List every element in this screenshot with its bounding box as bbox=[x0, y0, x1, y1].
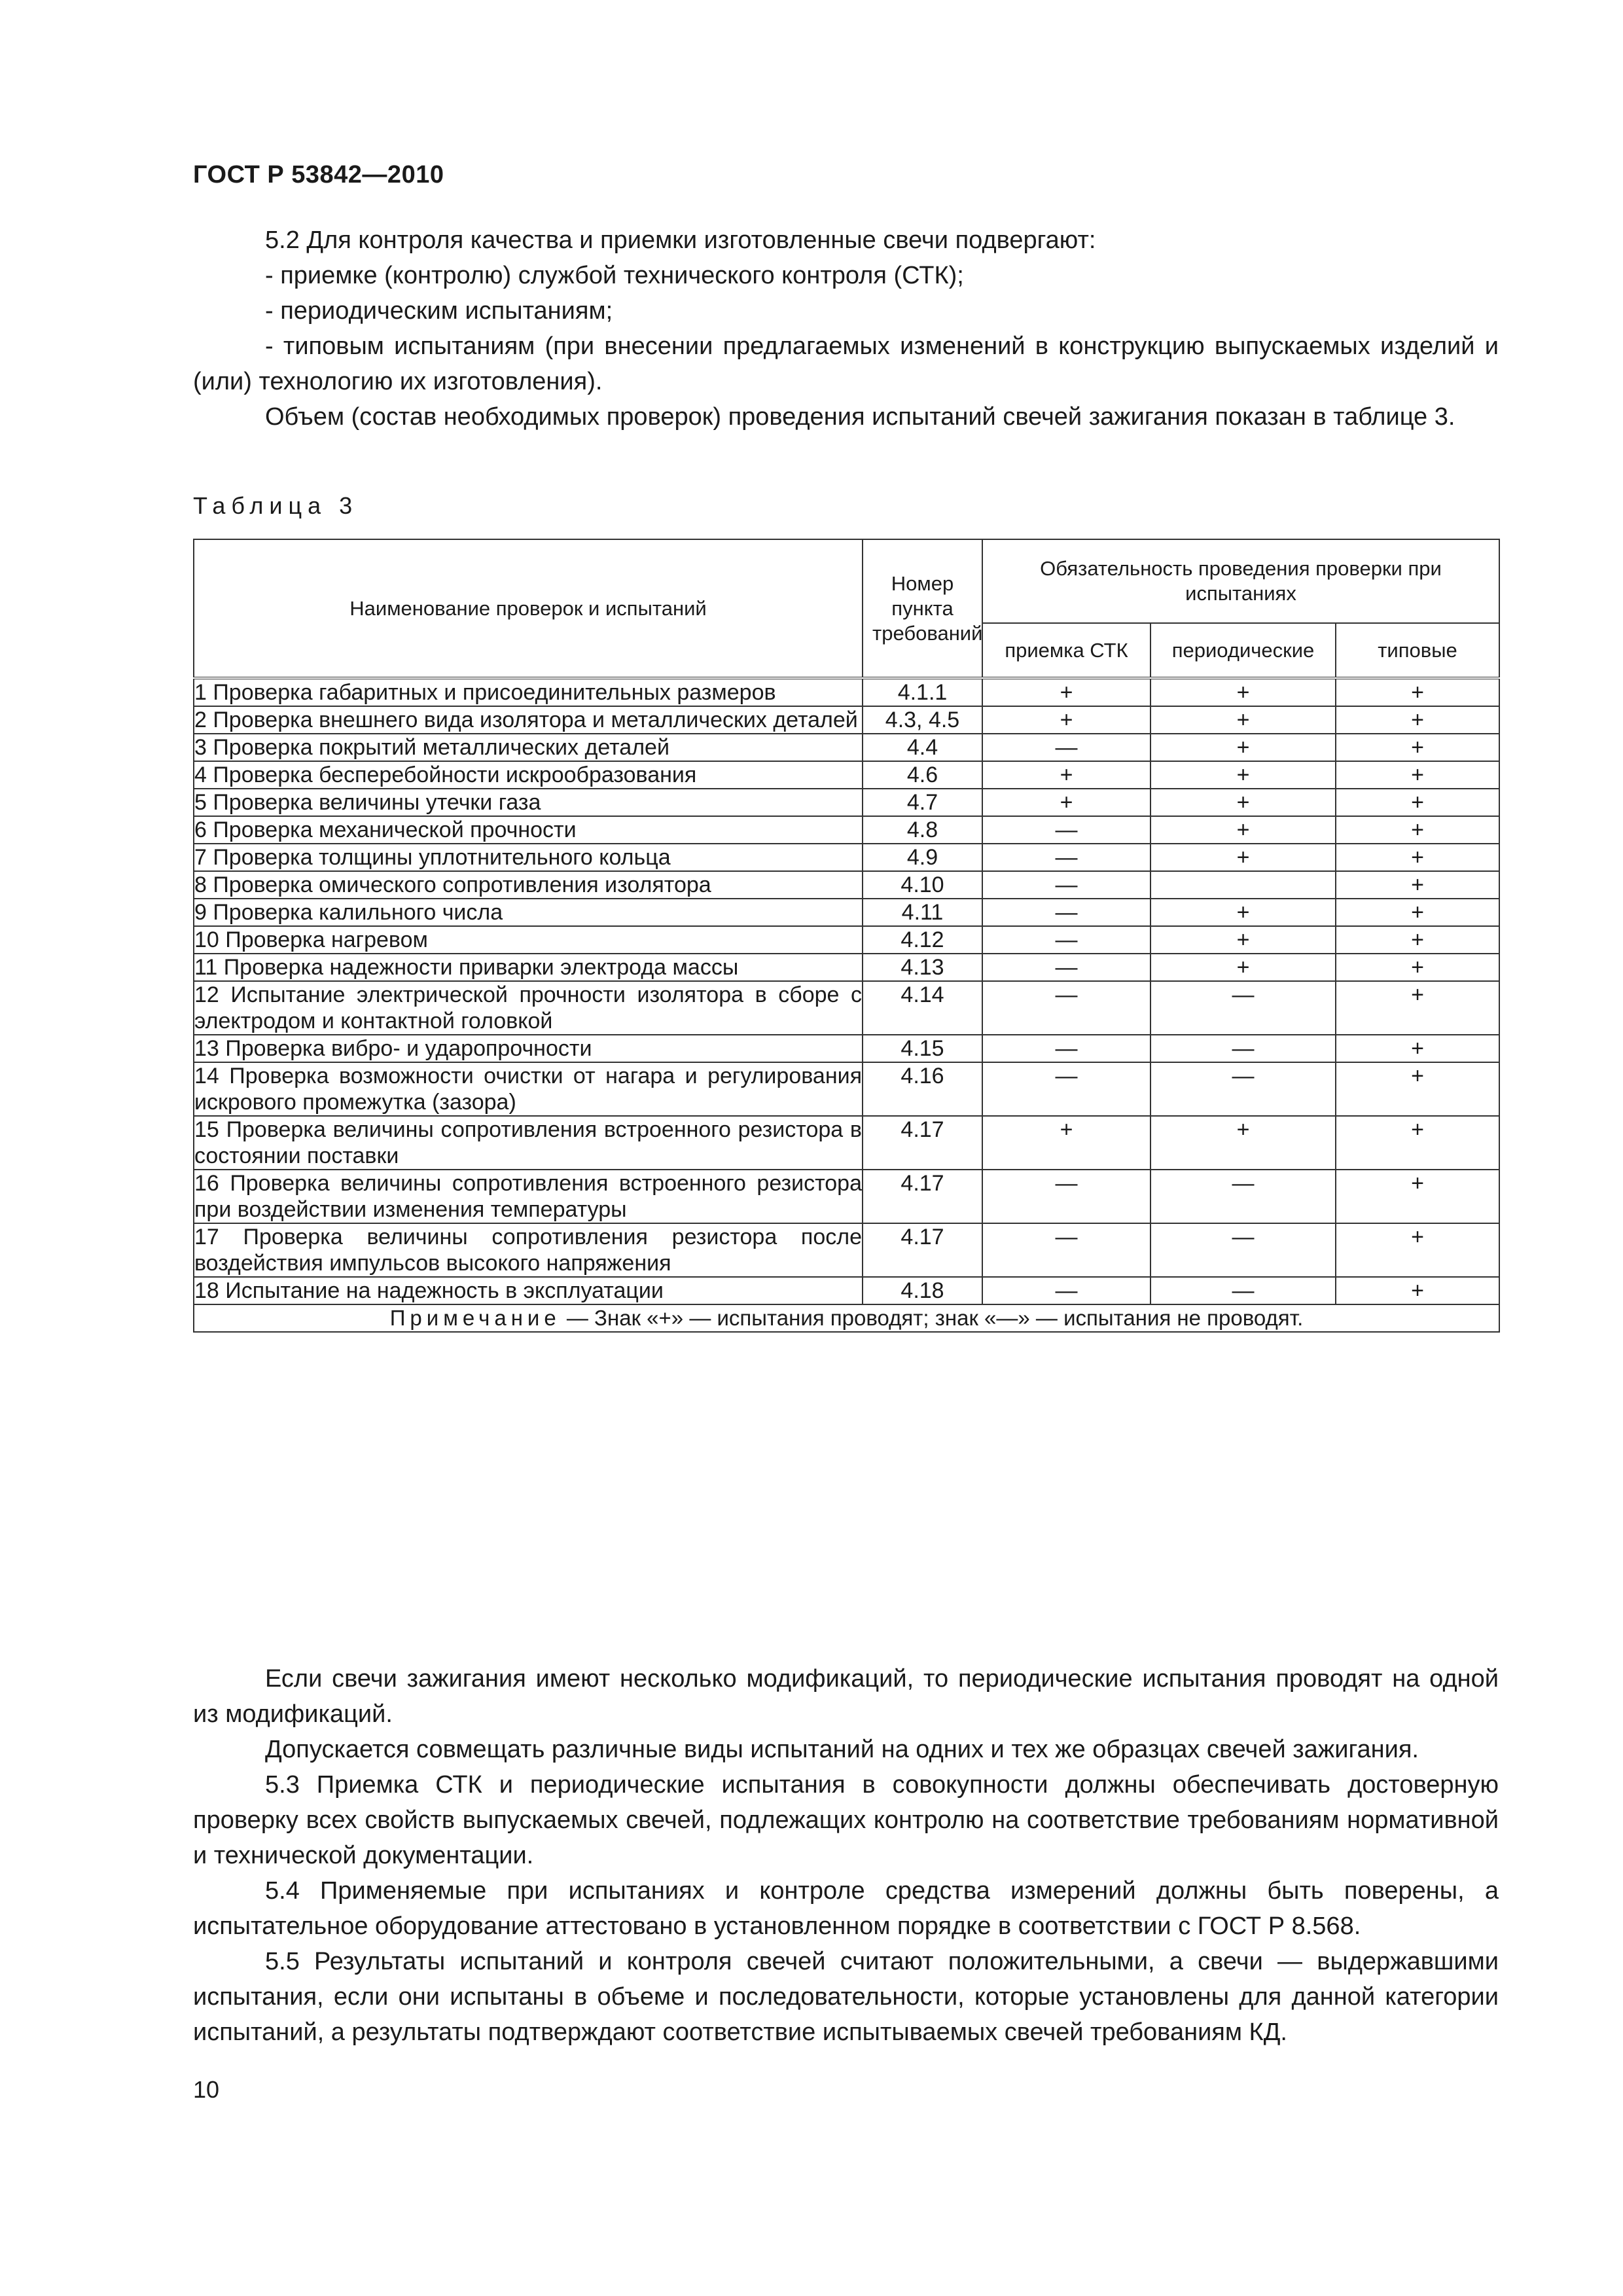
row-name: 9 Проверка калильного числа bbox=[194, 899, 863, 926]
row-name: 16 Проверка величины сопротивления встроенного резистора при воздействии изменения температуры bbox=[194, 1171, 862, 1222]
header-obligation: Обязательность проведения проверки при испытаниях bbox=[982, 539, 1499, 623]
row-periodic: + bbox=[1150, 816, 1336, 844]
row-stk: — bbox=[982, 1062, 1150, 1116]
table-row bbox=[194, 734, 1499, 761]
row-name: 11 Проверка надежности приварки электрода массы bbox=[194, 954, 863, 981]
table-row bbox=[194, 1035, 1499, 1062]
row-number: 4.6 bbox=[863, 761, 982, 789]
row-number: 4.1.1 bbox=[863, 678, 982, 706]
row-name: 12 Испытание электрической прочности изолятора в сборе с электродом и контактной головкой bbox=[194, 982, 862, 1033]
list-item-typical: - типовым испытаниям (при внесении предлагаемых изменений в конструкцию выпускаемых изделий и (или) технологию их изготовления). bbox=[193, 332, 1499, 395]
row-name: 14 Проверка возможности очистки от нагара и регулирования искрового промежутка (зазора) bbox=[194, 1064, 862, 1115]
row-periodic: — bbox=[1150, 1223, 1336, 1277]
header-name: Наименование проверок и испытаний bbox=[194, 539, 863, 678]
table-body bbox=[194, 678, 1499, 1304]
intro-section bbox=[193, 223, 1499, 435]
row-name: 10 Проверка нагревом bbox=[194, 926, 863, 954]
row-number: 4.18 bbox=[863, 1277, 982, 1304]
paragraph-modifications: Если свечи зажигания имеют несколько модификаций, то периодические испытания проводят на одной из модификаций. bbox=[193, 1665, 1499, 1728]
row-stk: — bbox=[982, 871, 1150, 899]
row-name: 3 Проверка покрытий металлических деталей bbox=[194, 734, 863, 761]
table-row bbox=[194, 761, 1499, 789]
row-number: 4.17 bbox=[863, 1170, 982, 1223]
list-item-periodic: - периодическим испытаниям; bbox=[265, 297, 613, 325]
row-typical: + bbox=[1336, 706, 1499, 734]
table-row bbox=[194, 706, 1499, 734]
table-row bbox=[194, 844, 1499, 871]
header-number: Номер пункта требований bbox=[863, 539, 982, 678]
row-periodic: + bbox=[1150, 678, 1336, 706]
paragraph-scope: Объем (состав необходимых проверок) проведения испытаний свечей зажигания показан в таблице 3. bbox=[265, 403, 1455, 431]
row-stk: — bbox=[982, 1277, 1150, 1304]
table-row bbox=[194, 678, 1499, 706]
table-note: Примечание — Знак «+» — испытания проводят; знак «—» — испытания не проводят. bbox=[194, 1304, 1499, 1332]
row-periodic: + bbox=[1150, 954, 1336, 981]
row-name: 17 Проверка величины сопротивления резистора после воздействия импульсов высокого напряжения bbox=[194, 1225, 862, 1276]
paragraph-combine: Допускается совмещать различные виды испытаний на одних и тех же образцах свечей зажигания. bbox=[265, 1736, 1419, 1763]
row-number: 4.16 bbox=[863, 1062, 982, 1116]
row-periodic: — bbox=[1150, 1062, 1336, 1116]
row-name: 13 Проверка вибро- и ударопрочности bbox=[194, 1035, 863, 1062]
row-periodic: + bbox=[1150, 926, 1336, 954]
row-name: 15 Проверка величины сопротивления встроенного резистора в состоянии поставки bbox=[194, 1117, 862, 1168]
row-typical: + bbox=[1336, 734, 1499, 761]
row-name: 1 Проверка габаритных и присоединительных размеров bbox=[194, 678, 863, 706]
row-periodic: + bbox=[1150, 789, 1336, 816]
row-typical: + bbox=[1336, 871, 1499, 899]
row-stk: — bbox=[982, 844, 1150, 871]
table-row bbox=[194, 816, 1499, 844]
row-stk: — bbox=[982, 1035, 1150, 1062]
row-typical: + bbox=[1336, 844, 1499, 871]
row-periodic: + bbox=[1150, 734, 1336, 761]
table-row bbox=[194, 926, 1499, 954]
row-typical: + bbox=[1336, 1116, 1499, 1170]
row-stk: — bbox=[982, 954, 1150, 981]
row-name: 5 Проверка величины утечки газа bbox=[194, 789, 863, 816]
row-periodic: — bbox=[1150, 1035, 1336, 1062]
row-periodic: — bbox=[1150, 981, 1336, 1035]
row-number: 4.12 bbox=[863, 926, 982, 954]
row-number: 4.15 bbox=[863, 1035, 982, 1062]
row-number: 4.8 bbox=[863, 816, 982, 844]
row-periodic: — bbox=[1150, 1170, 1336, 1223]
row-periodic bbox=[1150, 871, 1336, 899]
row-periodic: — bbox=[1150, 1277, 1336, 1304]
row-stk: — bbox=[982, 816, 1150, 844]
row-stk: + bbox=[982, 706, 1150, 734]
row-stk: — bbox=[982, 981, 1150, 1035]
after-table-section bbox=[193, 1661, 1499, 2050]
row-typical: + bbox=[1336, 789, 1499, 816]
row-periodic: + bbox=[1150, 844, 1336, 871]
row-typical: + bbox=[1336, 1277, 1499, 1304]
requirements-table bbox=[193, 539, 1500, 1333]
row-name: 18 Испытание на надежность в эксплуатации bbox=[194, 1277, 863, 1304]
row-number: 4.14 bbox=[863, 981, 982, 1035]
row-number: 4.13 bbox=[863, 954, 982, 981]
row-typical: + bbox=[1336, 816, 1499, 844]
row-typical: + bbox=[1336, 1170, 1499, 1223]
paragraph-5-2: 5.2 Для контроля качества и приемки изготовленные свечи подвергают: bbox=[265, 226, 1096, 254]
row-typical: + bbox=[1336, 954, 1499, 981]
row-number: 4.9 bbox=[863, 844, 982, 871]
page-number: 10 bbox=[193, 2076, 220, 2103]
table-row bbox=[194, 899, 1499, 926]
row-stk: + bbox=[982, 678, 1150, 706]
row-stk: + bbox=[982, 1116, 1150, 1170]
row-typical: + bbox=[1336, 761, 1499, 789]
row-periodic: + bbox=[1150, 706, 1336, 734]
row-typical: + bbox=[1336, 926, 1499, 954]
row-stk: + bbox=[982, 761, 1150, 789]
table-row bbox=[194, 954, 1499, 981]
table-row bbox=[194, 1277, 1499, 1304]
row-number: 4.4 bbox=[863, 734, 982, 761]
row-stk: — bbox=[982, 734, 1150, 761]
table-row bbox=[194, 981, 1499, 1035]
table-row bbox=[194, 1223, 1499, 1277]
row-stk: — bbox=[982, 899, 1150, 926]
document-code-header: ГОСТ Р 53842—2010 bbox=[193, 161, 444, 188]
row-periodic: + bbox=[1150, 1116, 1336, 1170]
row-typical: + bbox=[1336, 1223, 1499, 1277]
row-periodic: + bbox=[1150, 761, 1336, 789]
row-stk: — bbox=[982, 1223, 1150, 1277]
table-row bbox=[194, 789, 1499, 816]
header-stk: приемка СТК bbox=[982, 623, 1150, 678]
row-typical: + bbox=[1336, 981, 1499, 1035]
paragraph-5-3: 5.3 Приемка СТК и периодические испытания в совокупности должны обеспечивать достоверную проверку всех свойств выпускаемых свечей, подлежащих контролю на соответствие требованиям нормативной и технической документации. bbox=[193, 1771, 1499, 1869]
table-caption: Таблица 3 bbox=[193, 492, 359, 519]
row-number: 4.17 bbox=[863, 1116, 982, 1170]
row-stk: + bbox=[982, 789, 1150, 816]
row-stk: — bbox=[982, 1170, 1150, 1223]
table-row bbox=[194, 1116, 1499, 1170]
row-name: 2 Проверка внешнего вида изолятора и металлических деталей bbox=[194, 706, 863, 734]
row-number: 4.17 bbox=[863, 1223, 982, 1277]
row-typical: + bbox=[1336, 899, 1499, 926]
paragraph-5-5: 5.5 Результаты испытаний и контроля свечей считают положительными, а свечи — выдержавшими испытания, если они испытаны в объеме и последовательности, которые установлены для данной категории испытаний, а результаты подтверждают соответствие испытываемых свечей требованиям КД. bbox=[193, 1948, 1499, 2046]
paragraph-5-4: 5.4 Применяемые при испытаниях и контроле средства измерений должны быть поверены, а испытательное оборудование аттестовано в установленном порядке в соответствии с ГОСТ Р 8.568. bbox=[193, 1877, 1499, 1940]
header-typical: типовые bbox=[1336, 623, 1499, 678]
row-stk: — bbox=[982, 926, 1150, 954]
row-number: 4.3, 4.5 bbox=[863, 706, 982, 734]
table-row bbox=[194, 871, 1499, 899]
row-name: 8 Проверка омического сопротивления изолятора bbox=[194, 871, 863, 899]
row-typical: + bbox=[1336, 678, 1499, 706]
row-number: 4.7 bbox=[863, 789, 982, 816]
table-row bbox=[194, 1062, 1499, 1116]
row-name: 7 Проверка толщины уплотнительного кольца bbox=[194, 844, 863, 871]
table-row bbox=[194, 1170, 1499, 1223]
row-typical: + bbox=[1336, 1035, 1499, 1062]
row-name: 6 Проверка механической прочности bbox=[194, 816, 863, 844]
row-periodic: + bbox=[1150, 899, 1336, 926]
row-name: 4 Проверка бесперебойности искрообразования bbox=[194, 761, 863, 789]
row-number: 4.11 bbox=[863, 899, 982, 926]
header-periodic: периодические bbox=[1150, 623, 1336, 678]
row-number: 4.10 bbox=[863, 871, 982, 899]
row-typical: + bbox=[1336, 1062, 1499, 1116]
list-item-stk: - приемке (контролю) службой технического контроля (СТК); bbox=[265, 262, 964, 289]
